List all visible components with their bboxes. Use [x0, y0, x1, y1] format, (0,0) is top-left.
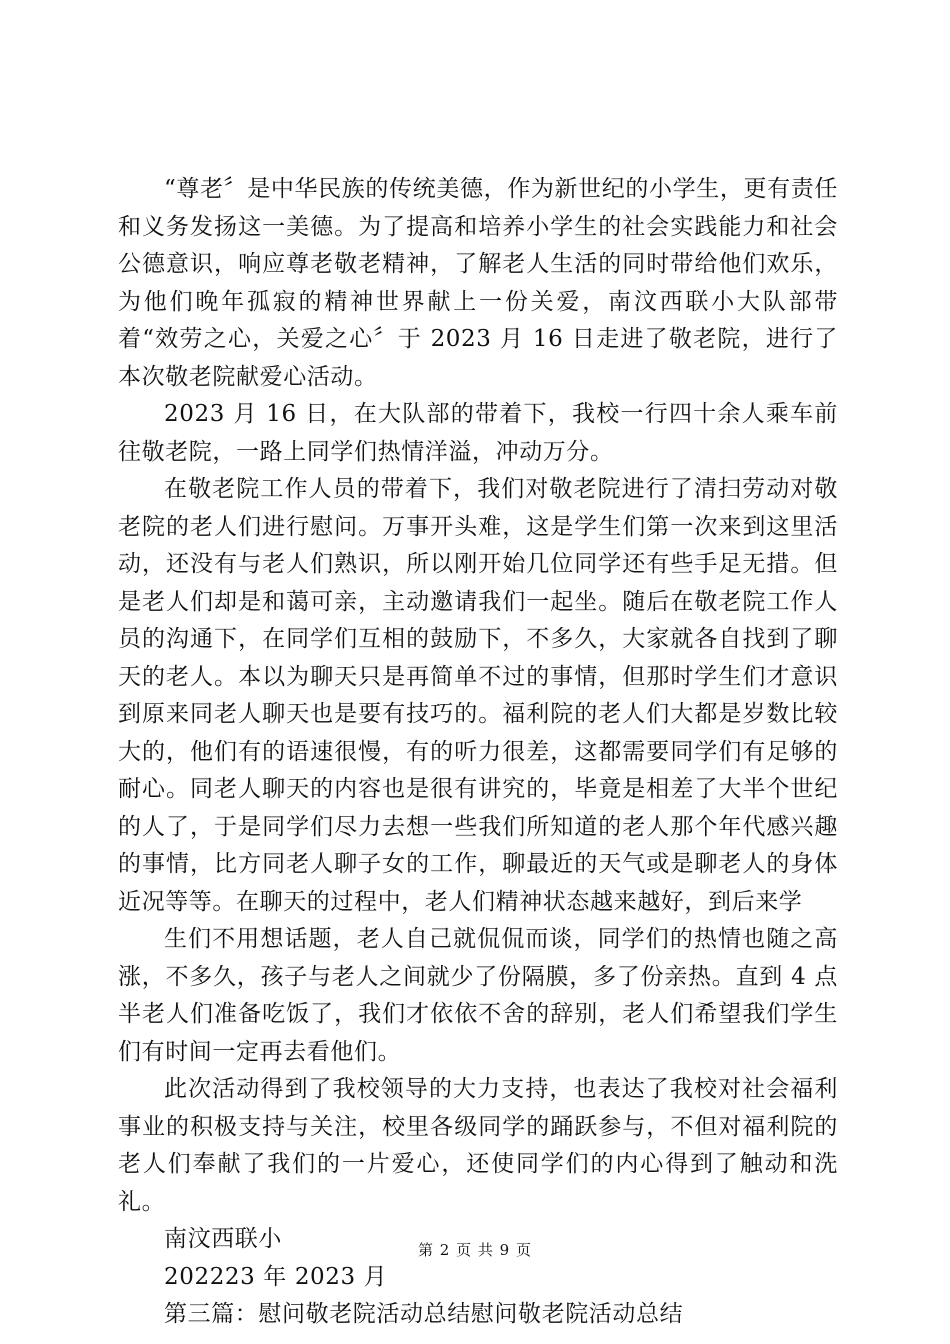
paragraph-conclusion: 此次活动得到了我校领导的大力支持，也表达了我校对社会福利事业的积极支持与关注，校里各级同学的踊跃参与，不但对福利院的老人们奉献了我们的一片爱心，还使同学们的内心得到了触动和洗礼。	[118, 1076, 838, 1215]
paragraph-intro: “尊老〞是中华民族的传统美德，作为新世纪的小学生，更有责任和义务发扬这一美德。为了提高和培养小学生的社会实践能力和社会公德意识，响应尊老敬老精神，了解老人生活的同时带给他们欢乐，为他们晚年孤寂的精神世界献上一份关爱，南汶西联小大队部带着“效劳之心，关爱之心〞于 2023 月 16 日走进了敬老院，进行了本次敬老院献爱心活动。	[118, 176, 838, 390]
next-section-heading: 第三篇：慰问敬老院活动总结慰问敬老院活动总结	[164, 1301, 684, 1327]
page-footer: 第 2 页 共 9 页	[418, 1241, 532, 1259]
document-date: 202223 年 2023 月	[164, 1263, 388, 1290]
paragraph-departure: 2023 月 16 日，在大队部的带着下，我校一行四十余人乘车前往敬老院，一路上同学们热情洋溢，冲动万分。	[118, 401, 838, 465]
signature: 南汶西联小	[164, 1226, 282, 1252]
paragraph-conversation: 生们不用想话题，老人自己就侃侃而谈，同学们的热情也随之高涨，不多久，孩子与老人之间就少了份隔膜，多了份亲热。直到 4 点半老人们准备吃饭了，我们才依依不舍的辞别，老人们希望我们学生们有时间一定再去看他们。	[118, 926, 838, 1065]
paragraph-visit: 在敬老院工作人员的带着下，我们对敬老院进行了清扫劳动对敬老院的老人们进行慰问。万事开头难，这是学生们第一次来到这里活动，还没有与老人们熟识，所以刚开始几位同学还有些手足无措。但是老人们却是和蔼可亲，主动邀请我们一起坐。随后在敬老院工作人员的沟通下，在同学们互相的鼓励下，不多久，大家就各自找到了聊天的老人。本以为聊天只是再简单不过的事情，但那时学生们才意识到原来同老人聊天也是要有技巧的。福利院的老人们大都是岁数比较大的，他们有的语速很慢，有的听力很差，这都需要同学们有足够的耐心。同老人聊天的内容也是很有讲究的，毕竟是相差了大半个世纪的人了，于是同学们尽力去想一些我们所知道的老人那个年代感兴趣的事情，比方同老人聊子女的工作，聊最近的天气或是聊老人的身体近况等等。在聊天的过程中，老人们精神状态越来越好，到后来学	[118, 476, 838, 915]
document-body	[118, 171, 838, 1334]
